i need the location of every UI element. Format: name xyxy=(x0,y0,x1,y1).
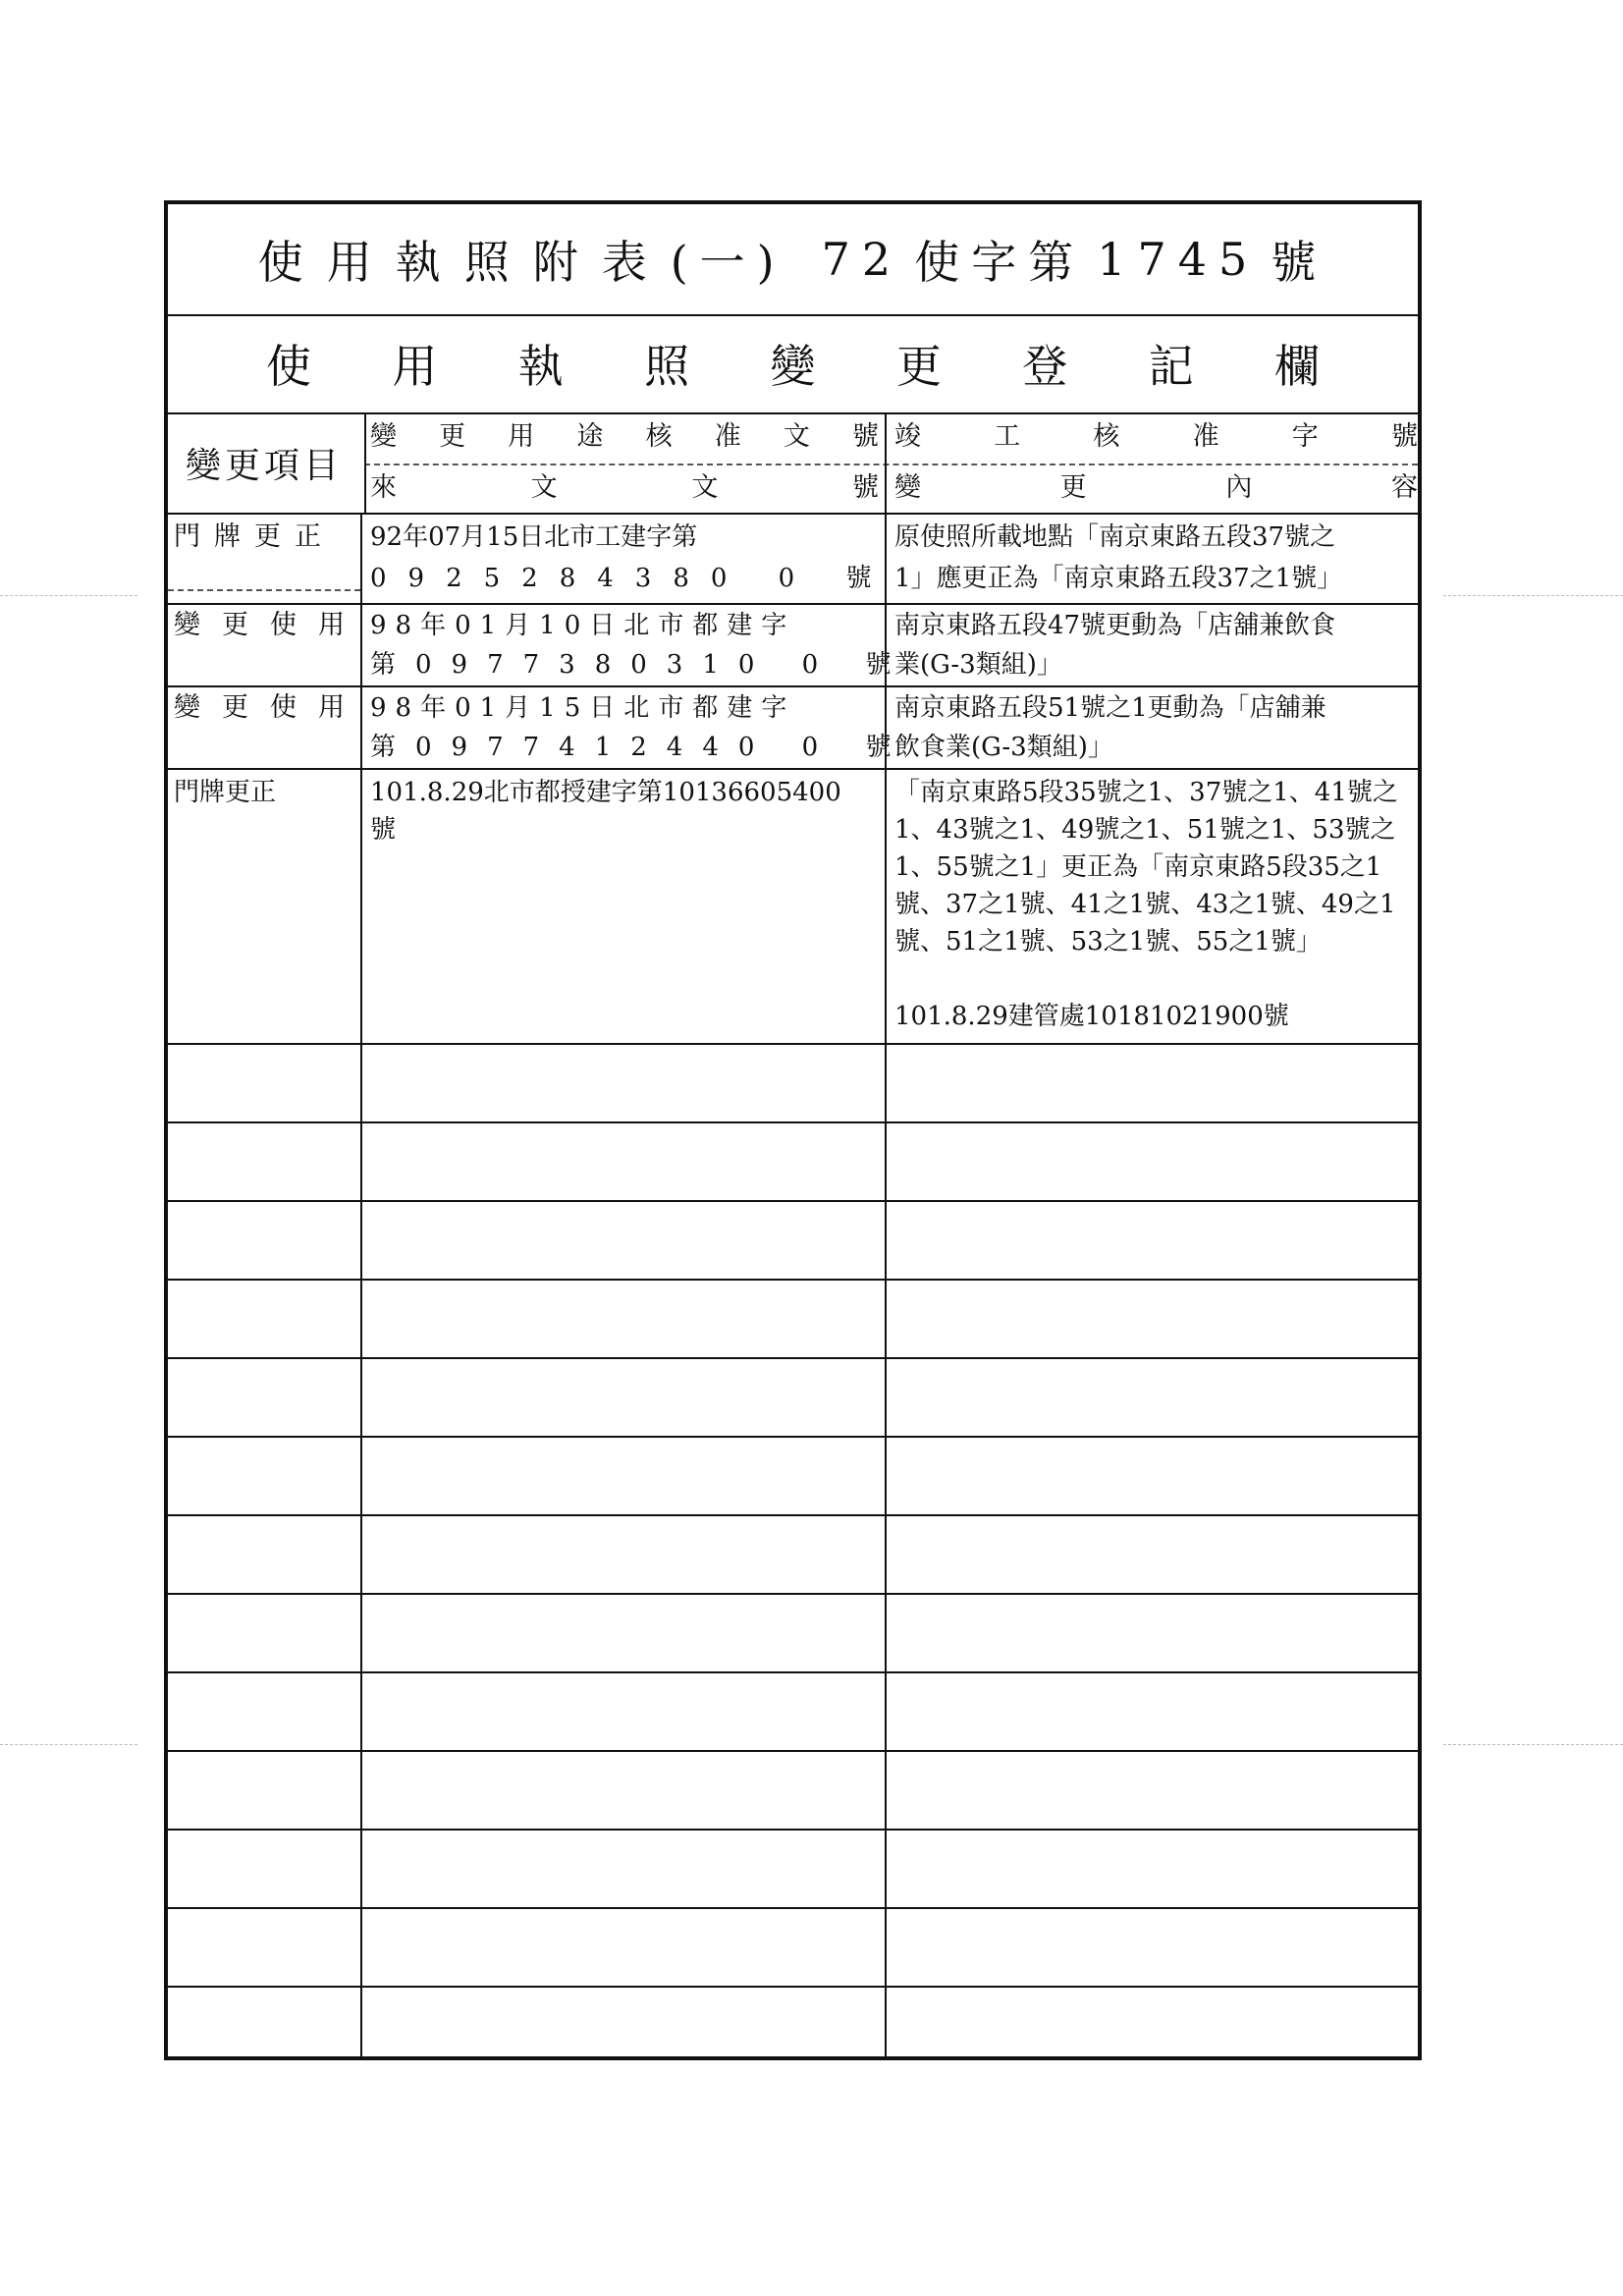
header-char: 號 xyxy=(851,421,879,452)
record-content-line2: 1」應更正為「南京東路五段37之1號」 xyxy=(894,564,1343,593)
subtitle-char: 變 xyxy=(770,340,816,393)
column-header-completion-bottom xyxy=(889,469,1424,507)
header-char: 用 xyxy=(508,421,535,452)
column-header-approval-top xyxy=(364,418,885,456)
record-item xyxy=(168,519,360,556)
header-char: 竣 xyxy=(894,421,921,452)
form-title xyxy=(168,204,1418,314)
subtitle-char: 登 xyxy=(1022,340,1068,393)
record-item: 門牌更正 xyxy=(174,778,277,807)
record-content-line2: 業(G-3類組)」 xyxy=(894,650,1062,680)
header-char: 變 xyxy=(894,472,921,503)
record-item-text: 門牌更正 xyxy=(174,521,335,552)
header-char: 途 xyxy=(576,421,604,452)
subtitle-char: 使 xyxy=(266,340,311,393)
subtitle-char: 照 xyxy=(644,340,690,393)
column-header-item: 變更項目 xyxy=(185,445,343,486)
record-content-text: 「南京東路5段35號之1、37號之1、41號之1、43號之1、49號之1、51號之1、53號之1、55號之1」更正為「南京東路5段35之1號、37之1號、41之1號、43之1號、49之1號、51之1號、53之1號、55之1號」 xyxy=(894,778,1398,957)
subtitle-char: 執 xyxy=(517,340,564,393)
title-part: 用 xyxy=(326,236,384,289)
title-part: 照 xyxy=(463,236,521,289)
record-approval-line1: 98年01月10日北市都建字 xyxy=(370,611,796,640)
header-char: 准 xyxy=(714,421,741,452)
header-char: 准 xyxy=(1192,421,1219,452)
subtitle-char: 更 xyxy=(895,340,942,393)
header-char: 文 xyxy=(783,421,810,452)
header-char: 容 xyxy=(1390,472,1418,503)
column-header-completion-top xyxy=(889,418,1424,456)
header-char: 更 xyxy=(1059,472,1087,503)
subtitle-char: 用 xyxy=(392,340,438,393)
column-header-approval-bottom xyxy=(364,469,885,507)
title-part: 執 xyxy=(395,236,453,289)
header-char: 工 xyxy=(994,421,1021,452)
header-char: 字 xyxy=(1291,421,1319,452)
record-item: 變更使用 xyxy=(174,692,366,723)
title-part: 使字第 xyxy=(914,236,1086,289)
title-part: 72 xyxy=(821,233,903,286)
title-part: 表 xyxy=(601,236,659,289)
header-char: 號 xyxy=(1390,421,1418,452)
header-char: 內 xyxy=(1225,472,1253,503)
license-change-form xyxy=(164,200,1422,2060)
form-subtitle xyxy=(266,314,1320,412)
record-content-line1: 原使照所載地點「南京東路五段37號之 xyxy=(894,522,1336,552)
title-part: 使 xyxy=(257,236,315,289)
record-approval-line1: 98年01月15日北市都建字 xyxy=(370,693,796,723)
header-char: 核 xyxy=(1093,421,1120,452)
record-content-line1: 南京東路五段51號之1更動為「店舖兼 xyxy=(894,693,1326,723)
record-item: 變更使用 xyxy=(174,610,366,640)
header-char: 號 xyxy=(851,472,879,503)
subtitle-char: 欄 xyxy=(1274,340,1320,393)
header-char: 文 xyxy=(691,472,719,503)
record-approval-line2: 第0977412440 0 號 xyxy=(370,733,911,762)
title-part: 1745 xyxy=(1097,233,1260,286)
record-content-line1: 南京東路五段47號更動為「店舖兼飲食 xyxy=(894,611,1336,640)
header-char: 核 xyxy=(645,421,673,452)
title-part: 附 xyxy=(532,236,590,289)
record-approval-line1: 92年07月15日北市工建字第 xyxy=(370,522,698,552)
record-approval-text: 101.8.29北市都授建字第10136605400號 xyxy=(370,778,841,845)
header-char: 更 xyxy=(439,421,466,452)
record-approval-line2: 第0977380310 0 號 xyxy=(370,650,911,680)
record-content-line2: 飲食業(G-3類組)」 xyxy=(894,733,1113,762)
header-char: 文 xyxy=(530,472,558,503)
header-char: 來 xyxy=(370,472,397,503)
title-part: (一) xyxy=(670,236,786,289)
subtitle-char: 記 xyxy=(1148,340,1194,393)
header-char: 變 xyxy=(370,421,397,452)
title-part: 號 xyxy=(1271,236,1328,289)
record-approval-line2: 0925284380 0 號 xyxy=(370,564,893,593)
record-content-note: 101.8.29建管處10181021900號 xyxy=(894,1002,1289,1031)
